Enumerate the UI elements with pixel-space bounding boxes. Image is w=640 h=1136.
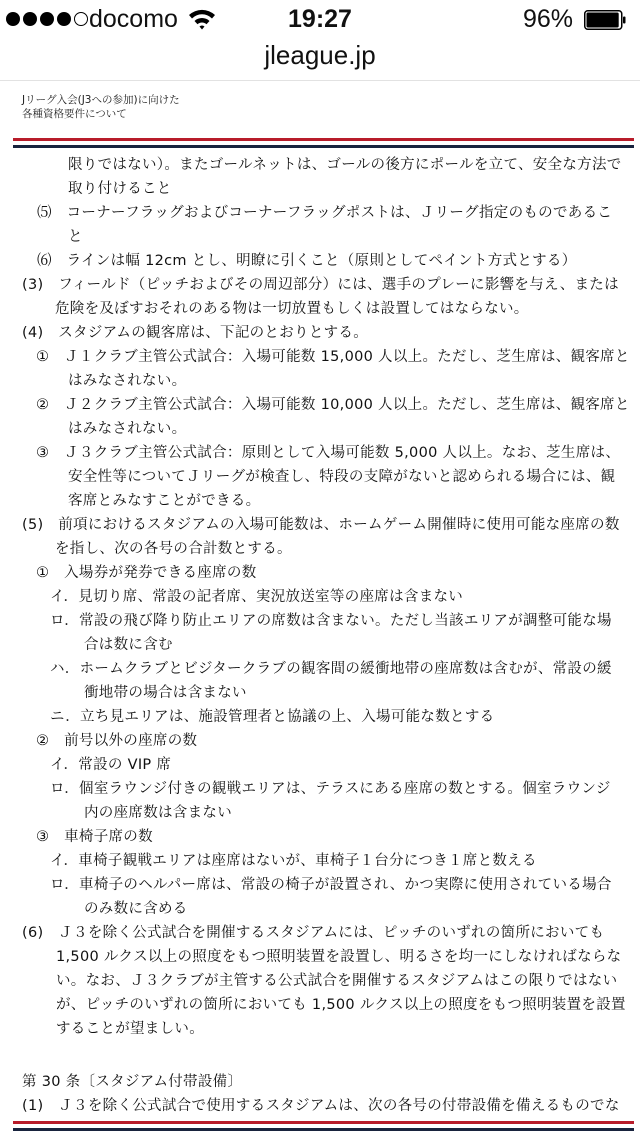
text-line: イ．見切り席、常設の記者席、実況放送室等の座席は含まない [50, 589, 464, 605]
footer-rule-red [13, 1121, 634, 1124]
text-line: ロ．常設の飛び降り防止エリアの席数は含まない。ただし当該エリアが調整可能な場 [50, 613, 612, 629]
text-line: (6) Ｊ３を除く公式試合を開催するスタジアムには、ピッチのいずれの箇所においても [22, 925, 605, 941]
text-line: 危険を及ぼすおそれのある物は一切放置もしくは設置してはならない。 [55, 301, 529, 317]
text-line: 内の座席数は含まない [84, 805, 232, 821]
text-line: ③ Ｊ３クラブ主管公式試合：原則として入場可能数 5,000 人以上。なお、芝生席は、 [36, 445, 621, 461]
text-line: することが望ましい。 [56, 1021, 204, 1037]
text-line: はみなされない。 [68, 421, 187, 437]
text-line: ニ．立ち見エリアは、施設管理者と協議の上、入場可能な数とする [50, 709, 495, 725]
text-line: ① Ｊ１クラブ主管公式試合：入場可能数 15,000 人以上。ただし、芝生席は、観客席と [36, 349, 630, 365]
text-line: を指し、次の各号の合計数とする。 [55, 541, 292, 557]
text-line: 合は数に含む [84, 637, 173, 653]
address-bar[interactable] [0, 40, 640, 76]
address-bar-divider [0, 80, 640, 81]
document-header [22, 93, 180, 121]
header-rule-red [13, 138, 634, 141]
text-line: のみ数に含める [84, 901, 188, 917]
text-line: が、ピッチのいずれの箇所においても 1,500 ルクス以上の照度をもつ照明装置を設置 [56, 997, 626, 1013]
document-header-line: 各種資格要件について [22, 108, 127, 120]
text-line: 限りではない）。またゴールネットは、ゴールの後方にポールを立て、安全な方法で [68, 157, 622, 173]
battery-fill [587, 13, 619, 28]
clock-time: 19:27 [288, 5, 352, 33]
text-line: (1) Ｊ３を除く公式試合で使用するスタジアムは、次の各号の付帯設備を備えるものでな [22, 1098, 620, 1114]
carrier-name: docomo [89, 5, 178, 33]
text-line: 1,500 ルクス以上の照度をもつ照明装置を設置し、明るさを均一にしなければならな [56, 949, 622, 965]
document-header-line: Jリーグ入会(J3への参加)に向けた [22, 94, 180, 106]
text-line: い。なお、Ｊ３クラブが主管する公式試合を開催するスタジアムはこの限りではない [56, 973, 618, 989]
text-line: ② 前号以外の座席の数 [36, 733, 198, 749]
status-bar [0, 0, 640, 40]
text-line: (5) 前項におけるスタジアムの入場可能数は、ホームゲーム開催時に使用可能な座席の数 [22, 517, 620, 533]
text-line: イ．車椅子観戦エリアは座席はないが、車椅子１台分につき１席と数える [50, 853, 537, 869]
text-line: ロ．車椅子のヘルパー席は、常設の椅子が設置され、かつ実際に使用されている場合 [50, 877, 612, 893]
battery-percentage: 96% [522, 5, 573, 33]
url-text[interactable]: jleague.jp [264, 40, 376, 70]
text-line: イ．常設の VIP 席 [50, 757, 172, 773]
footer-rule-navy [13, 1128, 634, 1131]
header-rule-navy [13, 145, 634, 148]
document-body [0, 150, 640, 1120]
text-line: (4) スタジアムの観客席は、下記のとおりとする。 [22, 325, 369, 341]
text-line: ⑹ ラインは幅 12cm とし、明瞭に引くこと（原則としてペイント方式とする） [37, 253, 577, 269]
article-heading: 第 30 条〔スタジアム付帯設備〕 [22, 1074, 243, 1090]
text-line: 客席とみなすことができる。 [68, 493, 261, 509]
text-line: はみなされない。 [68, 373, 187, 389]
text-line: ② Ｊ２クラブ主管公式試合：入場可能数 10,000 人以上。ただし、芝生席は、観客席と [36, 397, 630, 413]
text-line: 取り付けること [68, 181, 172, 197]
text-line: ③ 車椅子席の数 [36, 829, 153, 845]
text-line: 衝地帯の場合は含まない [84, 685, 247, 701]
text-line: ⑸ コーナーフラッグおよびコーナーフラッグポストは、Ｊリーグ指定のものであるこ [37, 205, 613, 221]
battery-icon [584, 10, 626, 30]
text-line: ロ．個室ラウンジ付きの観戦エリアは、テラスにある座席の数とする。個室ラウンジ [50, 781, 611, 797]
text-line: と [68, 229, 83, 245]
text-line: ハ．ホームクラブとビジタークラブの観客間の緩衝地帯の座席数は含むが、常設の緩 [50, 661, 612, 677]
text-line: 安全性等についてＪリーグが検査し、特段の支障がないと認められる場合には、観 [68, 469, 616, 485]
text-line: (3) フィールド（ピッチおよびその周辺部分）には、選手のプレーに影響を与え、または [22, 277, 619, 293]
text-line: ① 入場券が発券できる座席の数 [36, 565, 257, 581]
